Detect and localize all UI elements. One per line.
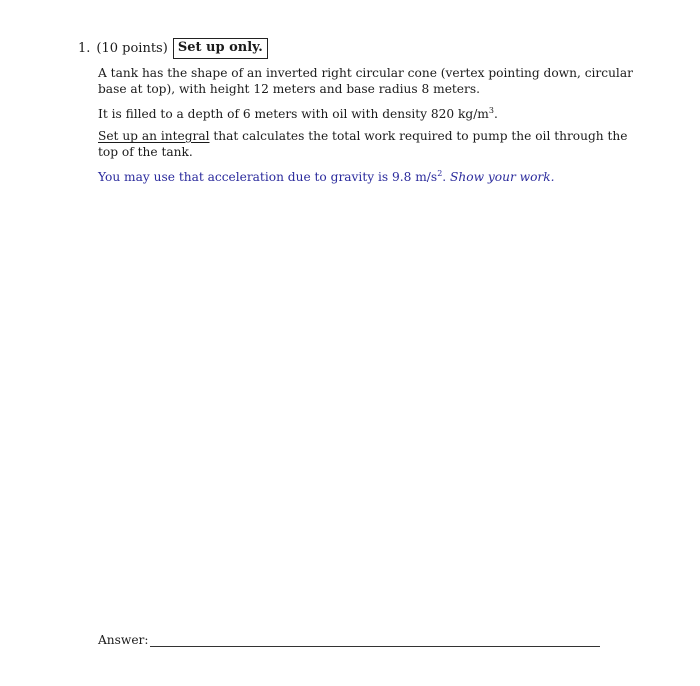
hint-exponent: 2 (437, 169, 443, 179)
fill-period: . (493, 107, 498, 122)
problem-1 (78, 38, 648, 191)
show-work-note: Show your work. (450, 170, 555, 185)
problem-points: (10 points) (96, 40, 168, 56)
problem-number: 1. (78, 40, 91, 56)
problem-body (98, 65, 648, 185)
problem-text-task (98, 128, 648, 160)
problem-text-fill (98, 103, 648, 122)
problem-text-tank: A tank has the shape of an inverted right circular cone (vertex pointing down, circular base at top), with height 12 meters and base radius 8 meters. (98, 66, 633, 96)
set-up-only-tag: Set up only. (173, 38, 268, 59)
answer-line[interactable] (150, 634, 600, 647)
gravity-hint (98, 166, 648, 185)
answer-area (98, 633, 600, 647)
hint-separator: . (442, 170, 451, 185)
fill-text: It is filled to a depth of 6 meters with oil with density 820 kg/m (98, 107, 489, 122)
task-rest: that calculates the total work required to pump the oil through the top of the tank. (98, 129, 628, 160)
answer-label: Answer: (98, 633, 149, 647)
setup-integral-phrase: Set up an integral (98, 129, 210, 144)
fill-exponent: 3 (488, 106, 494, 115)
hint-text: You may use that acceleration due to gravity is 9.8 m/s (98, 170, 438, 185)
problem-header (78, 38, 648, 59)
